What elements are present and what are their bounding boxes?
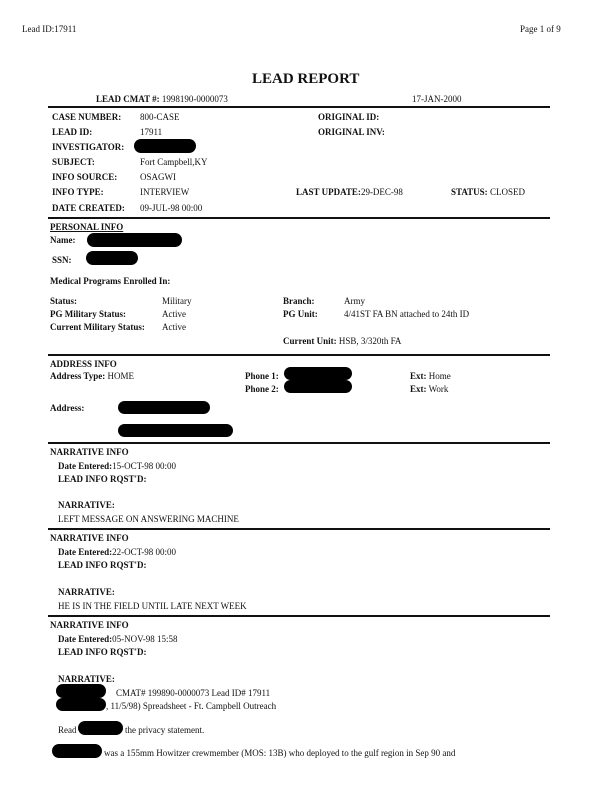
ext1-label: Ext: (410, 371, 427, 381)
lead-info-rqstd-label: LEAD INFO RQST'D: (58, 647, 147, 657)
narrative-label: NARRATIVE: (58, 500, 115, 510)
header-lead-id: Lead ID:17911 (22, 24, 77, 34)
cmat-line (96, 94, 228, 104)
narrative-cmat-line: CMAT# 199890-0000073 Lead ID# 17911 (116, 688, 271, 698)
divider (48, 354, 550, 356)
current-military-status-value: Active (162, 322, 186, 332)
branch-label: Branch: (283, 296, 315, 306)
last-update-value: 29-DEC-98 (360, 187, 403, 197)
divider (48, 442, 550, 444)
current-unit (283, 336, 401, 346)
last-update-label: LAST UPDATE: (296, 187, 361, 197)
original-id-label: ORIGINAL ID: (318, 112, 380, 122)
pg-unit-value: 4/41ST FA BN attached to 24th ID (344, 309, 470, 319)
status-value-personal: Military (162, 296, 192, 306)
medical-programs-label: Medical Programs Enrolled In: (50, 276, 171, 286)
status (451, 187, 525, 197)
address-type-value: HOME (107, 371, 135, 381)
report-date: 17-JAN-2000 (412, 94, 462, 104)
narrative-heading: NARRATIVE INFO (50, 447, 129, 457)
lead-id-label: LEAD ID: (52, 127, 93, 137)
report-title: LEAD REPORT (252, 71, 360, 87)
info-type-label: INFO TYPE: (52, 187, 104, 197)
divider (48, 106, 550, 108)
redaction-address-line2 (118, 424, 233, 437)
divider (48, 217, 550, 219)
lead-info-rqstd-label: LEAD INFO RQST'D: (58, 560, 147, 570)
pg-military-status-value: Active (162, 309, 186, 319)
divider (48, 615, 550, 617)
ext1-value: Home (428, 371, 451, 381)
narrative-spreadsheet-line: , 11/5/98) Spreadsheet - Ft. Campbell Outreach (106, 701, 277, 711)
narrative-heading: NARRATIVE INFO (50, 533, 129, 543)
current-unit-label: Current Unit: (283, 336, 337, 346)
pg-unit-label: PG Unit: (283, 309, 318, 319)
date-entered (58, 634, 178, 644)
ext2 (410, 384, 448, 394)
address-type-label: Address Type: (50, 371, 106, 381)
redaction-phone2 (284, 380, 352, 393)
status-label: STATUS: (451, 187, 488, 197)
redaction-address-line1 (118, 401, 210, 414)
ext2-label: Ext: (410, 384, 427, 394)
date-entered-label: Date Entered: (58, 547, 113, 557)
cmat-value: 1998190-0000073 (161, 94, 228, 104)
branch-value: Army (344, 296, 365, 306)
redaction-ssn (86, 251, 138, 265)
current-unit-value: HSB, 3/320th FA (338, 336, 402, 346)
redaction-phone1 (284, 367, 352, 380)
read-suffix: the privacy statement. (125, 725, 205, 735)
read-prefix: Read (58, 725, 77, 735)
personal-info-heading: PERSONAL INFO (50, 222, 124, 232)
phone2-label: Phone 2: (245, 384, 279, 394)
status-label-personal: Status: (50, 296, 78, 306)
last-update (296, 187, 403, 197)
narrative-final-text: was a 155mm Howitzer crewmember (MOS: 13B) who deployed to the gulf region in Sep 90 and (104, 748, 456, 758)
redaction-narrative-source (56, 698, 106, 711)
cmat-label: LEAD CMAT #: (96, 94, 160, 104)
current-military-status-label: Current Military Status: (50, 322, 145, 332)
original-inv-label: ORIGINAL INV: (318, 127, 385, 137)
date-entered-label: Date Entered: (58, 634, 113, 644)
pg-military-status-label: PG Military Status: (50, 309, 126, 319)
date-created-value: 09-JUL-98 00:00 (140, 203, 203, 213)
date-created-label: DATE CREATED: (52, 203, 125, 213)
redaction-read-name (78, 721, 123, 735)
case-number-value: 800-CASE (140, 112, 180, 122)
narrative-label: NARRATIVE: (58, 674, 115, 684)
date-entered (58, 461, 176, 471)
investigator-label: INVESTIGATOR: (52, 142, 125, 152)
info-source-label: INFO SOURCE: (52, 172, 118, 182)
redaction-investigator (134, 139, 196, 153)
redaction-name (87, 233, 182, 247)
redaction-narrative-name (56, 684, 106, 698)
case-number-label: CASE NUMBER: (52, 112, 122, 122)
subject-label: SUBJECT: (52, 157, 95, 167)
header-page-number: Page 1 of 9 (520, 24, 561, 34)
narrative-text: LEFT MESSAGE ON ANSWERING MACHINE (58, 514, 239, 524)
name-label: Name: (50, 235, 76, 245)
ssn-label: SSN: (52, 255, 72, 265)
date-entered-value: 05-NOV-98 15:58 (112, 634, 178, 644)
ext2-value: Work (428, 384, 449, 394)
address-type (50, 371, 134, 381)
phone1-label: Phone 1: (245, 371, 279, 381)
date-entered-label: Date Entered: (58, 461, 113, 471)
date-entered-value: 22-OCT-98 00:00 (112, 547, 176, 557)
status-value: CLOSED (489, 187, 525, 197)
subject-value: Fort Campbell,KY (140, 157, 208, 167)
ext1 (410, 371, 451, 381)
narrative-text: HE IS IN THE FIELD UNTIL LATE NEXT WEEK (58, 601, 247, 611)
divider (48, 528, 550, 530)
date-entered-value: 15-OCT-98 00:00 (112, 461, 176, 471)
info-source-value: OSAGWI (140, 172, 176, 182)
info-type-value: INTERVIEW (140, 187, 190, 197)
narrative-label: NARRATIVE: (58, 587, 115, 597)
redaction-final-name (52, 744, 102, 758)
lead-id-value: 17911 (140, 127, 163, 137)
address-info-heading: ADDRESS INFO (50, 359, 117, 369)
address-label: Address: (50, 403, 85, 413)
lead-info-rqstd-label: LEAD INFO RQST'D: (58, 474, 147, 484)
narrative-heading: NARRATIVE INFO (50, 620, 129, 630)
date-entered (58, 547, 176, 557)
